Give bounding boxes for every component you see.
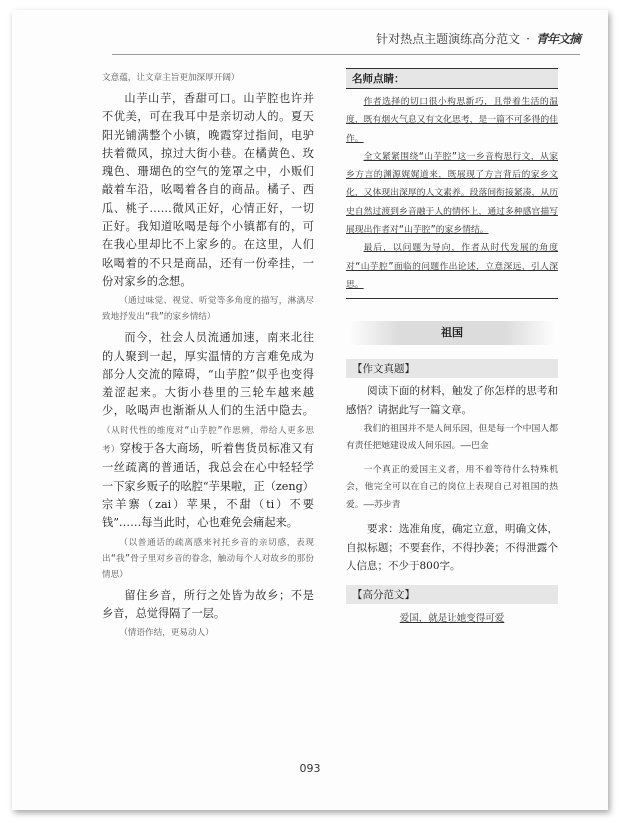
sample-essay-title: 爱国，就是让她变得可爱 xyxy=(399,613,505,625)
essay-paragraph-1: 山芋山芋，香甜可口。山芋腔也许并不优美，可在我耳中是亲切动人的。夏天阳光铺满整个小镇，晚霞穿过指间，电驴扶着微风，掠过大街小巷。在橘黄色、玫瑰色、珊瑚色的空气的笼罩之中，小贩们敲着车沿，吆喝着各自的商品。橘子、西瓜、桃子……微风正好，心情正好，一切正好。我知道吆喝是每个小镇都有的，可在我心里却比不上家乡的。在这里，人们吆喝着的不只是商品，还有一份牵挂，一份对家乡的念想。 xyxy=(102,92,314,288)
right-column xyxy=(346,68,558,624)
commentary-paragraph-1: 作者选择的切口很小构思新巧，且带着生活的温度，既有烟火气息又有文化思考，是一篇不可多得的佳作。 xyxy=(346,97,558,144)
header-title: 针对热点主题演练高分范文 xyxy=(376,32,521,46)
commentary-title: 名师点睛： xyxy=(346,68,558,89)
section-banner-motherland: 祖国 xyxy=(346,321,558,345)
annotation-continued: 文意蕴，让文章主旨更加深厚开阔） xyxy=(102,73,240,83)
prompt-title: 【作文真题】 xyxy=(346,359,558,378)
header-rule xyxy=(112,54,580,55)
running-header xyxy=(376,30,580,47)
commentary-paragraph-2: 全文紧紧围绕“山芋腔”这一乡音构思行文，从家乡方言的渊源娓娓道来，既展现了方言背后的家乡文化，又体现出深厚的人文素养。段落间衔接紧凑，从历史自然过渡到乡音融于人的情怀上，通过多种感官描写展现出作者对“山芋腔”的家乡情结。 xyxy=(346,151,558,236)
annotation-4: （情语作结，更易动人） xyxy=(119,628,214,639)
sample-essay-label: 【高分范文】 xyxy=(346,585,558,604)
magazine-logo: 青年文摘 xyxy=(535,32,580,46)
annotation-1: （通过味觉、视觉、听觉等多角度的描写，淋漓尽致地抒发出“我”的家乡情结） xyxy=(102,296,314,323)
header-separator: · xyxy=(526,31,530,46)
essay-paragraph-2 xyxy=(102,329,314,532)
page-sheet xyxy=(12,10,608,810)
essay-paragraph-2b: 穿梭于各大商场，听着售货员标准又有一丝疏离的普通话，我总会在心中轻轻学一下家乡贩子的吆腔“芋果啦，正（zeng）宗羊寨（zai）苹果，不甜（ti）不要钱”……每当此时，心也难免会痛起来。 xyxy=(102,442,314,530)
annotation-3: （以普通话的疏离感来衬托乡音的亲切感，表现出“我”骨子里对乡音的眷念，触动每个人对故乡的那份情思） xyxy=(102,537,314,580)
essay-paragraph-2a: 而今，社会人员流通加速，南来北往的人聚到一起，厚实温情的方言难免成为部分人交流的障碍，“山芋腔”似乎也变得羞涩起来。大街小巷里的三轮车越来越少，吆喝声也渐渐从人们的生活中隐去。 xyxy=(102,331,314,418)
requirements: 要求：选准角度，确定立意，明确文体，自拟标题；不要套作，不得抄袭；不得泄露个人信息；不少于800字。 xyxy=(346,523,558,572)
quote-ba-jin: 我们的祖国并不是人间乐园，但是每一个中国人都有责任把她建设成人间乐园。——巴金 xyxy=(346,423,558,452)
commentary-paragraph-3: 最后，以问题为导向，作者从时代发展的角度对“山芋腔”面临的问题作出论述，立意深远，引人深思。 xyxy=(346,243,558,290)
left-column xyxy=(102,68,314,645)
commentary-block xyxy=(346,93,558,299)
quote-su-buqing: 一个真正的爱国主义者，用不着等待什么特殊机会，他完全可以在自己的岗位上表现自己对祖国的热爱。——苏步青 xyxy=(346,464,558,510)
essay-paragraph-3: 留住乡音，所行之处皆为故乡；不是乡音，总觉得隔了一层。 xyxy=(102,588,314,620)
prompt-text: 阅读下面的材料，触发了你怎样的思考和感悟？请据此写一篇文章。 xyxy=(346,385,558,416)
annotation-2-inline: （从时代性的维度对“山芋腔”作思辨，带给人更多思考） xyxy=(102,425,314,456)
page-number: 093 xyxy=(299,762,321,775)
